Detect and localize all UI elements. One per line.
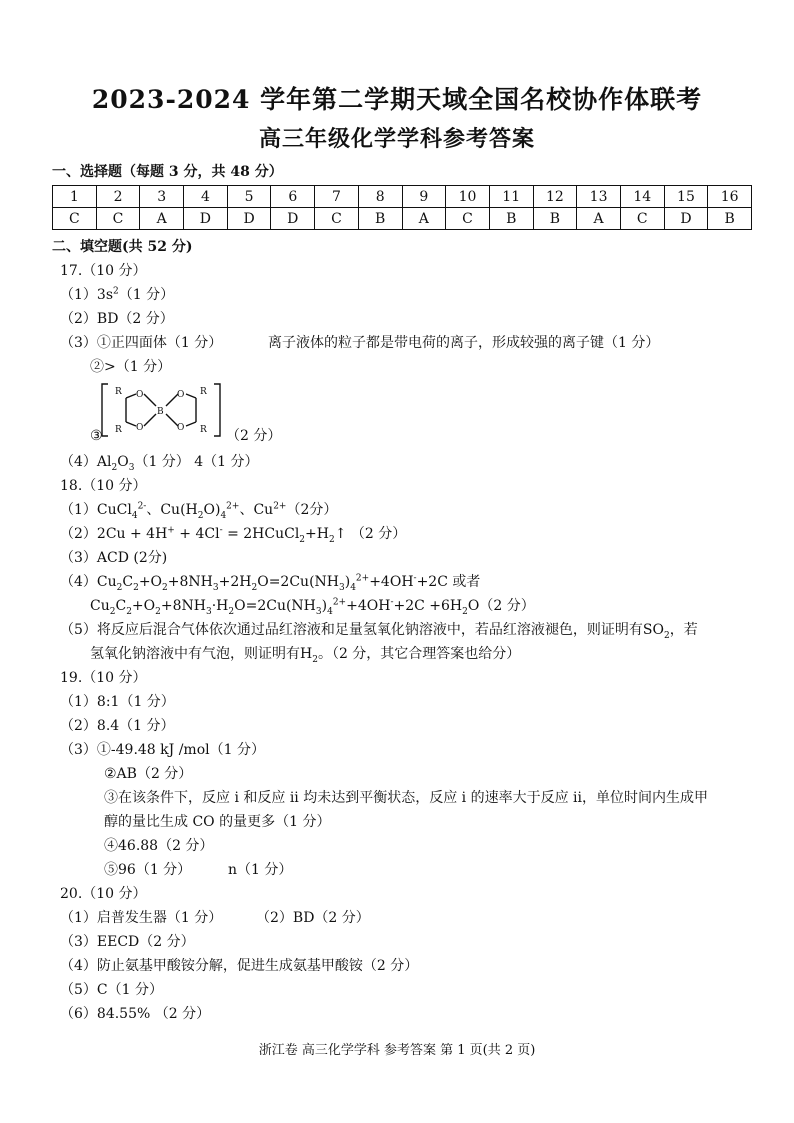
q19-part2: （2）8.4（1 分） [60,718,175,734]
answer-cell: B [533,208,577,230]
struct-label-O: O [177,423,185,433]
answer-cell: C [53,208,97,230]
q20-part5: （5）C（1 分） [60,982,163,998]
question-number-cell: 13 [577,186,621,208]
answer-number-row [53,186,752,208]
struct-label-R: R [200,387,207,397]
q18-part1: （1）CuCl$_4^{2-}$、$Cu(H_2O)_4^{2+}$、$Cu^{2+}(2$分） [60,501,338,521]
q19-part3-5: ⑤96（1 分） [104,862,192,878]
question-number-cell: 15 [664,186,708,208]
q19-part3-3-line1: ③在该条件下，反应 i 和反应 ii 均未达到平衡状态，反应 i 的速率大于反应 ii，单位时间内生成甲 [104,790,709,806]
answer-cell: B [358,208,402,230]
answer-cell: C [446,208,490,230]
document-subtitle: 高三年级化学学科参考答案 [258,126,535,152]
question-number-cell: 1 [53,186,97,208]
struct-label-O: O [136,423,144,433]
struct-label-O: O [177,390,185,400]
q17-part3-2: ②>（1 分） [90,359,172,375]
struct-label-B: B [157,407,164,417]
q20-part3: （3）EECD（2 分） [60,934,195,950]
q19-part3-2: ②AB（2 分） [104,766,193,782]
q20-part6: （6）84.55% （2 分） [60,1006,211,1022]
answer-cell: A [140,208,184,230]
q19-part1: （1）8:1（1 分） [60,694,175,710]
borate-anion-structure [96,380,226,440]
question-number-cell: 16 [708,186,752,208]
answer-cell: D [664,208,708,230]
answer-cell: D [271,208,315,230]
section1-heading: 一、选择题（每题 3 分，共 48 分） [52,164,283,180]
question-number-cell: 3 [140,186,184,208]
q17-part4: $(4)Al_2O_3(1$ 分） 4（1 分） [60,454,259,473]
q17-part3-3-score: （2 分） [226,428,282,444]
question-number-cell: 4 [184,186,228,208]
question-number-cell: 6 [271,186,315,208]
answer-cell: B [489,208,533,230]
answer-key-row [53,208,752,230]
answer-cell: D [184,208,228,230]
q20-part4: （4）防止氨基甲酸铵分解，促进生成氨基甲酸铵（2 分） [60,958,419,974]
answer-cell: C [620,208,664,230]
question-number-cell: 11 [489,186,533,208]
question-number-cell: 10 [446,186,490,208]
question-number-cell: 12 [533,186,577,208]
q18-part5-line2: 氢氧化钠溶液中有气泡，则证明有$H_2$。（2 分，其它合理答案也给分） [90,646,521,665]
q17-part2: （2）BD（2 分） [60,311,174,327]
q17-part3-1-reason: 离子液体的粒子都是带电荷的离子，形成较强的离子键（1 分） [268,335,660,351]
answer-cell: A [577,208,621,230]
q20-part1: （1）启普发生器（1 分） [60,910,223,926]
q18-heading: 18.（10 分） [60,478,147,494]
struct-label-R: R [200,425,207,435]
answer-cell: D [227,208,271,230]
struct-label-R: R [115,387,122,397]
q19-part3-5-n: n（1 分） [228,862,293,878]
answer-cell: B [708,208,752,230]
q19-heading: 19.（10 分） [60,670,147,686]
question-number-cell: 5 [227,186,271,208]
document-title: 2023-2024 学年第二学期天域全国名校协作体联考 [91,85,703,114]
q18-part4-eq2: $Cu_2C_2+O_2+8NH_3\cdot H_2O=2Cu(NH_3)_4^{2+}+4OH^-+2C +6H_2O(2$ 分） [90,597,535,617]
question-number-cell: 9 [402,186,446,208]
q17-part1: $(1)3s^2(1$ 分） [60,286,175,303]
q19-part3-1: （3）①-49.48 kJ /mol（1 分） [60,742,265,758]
q17-part3-3-label: ③ [90,428,103,444]
q18-part4-eq1: $(4)Cu_2C_2+O_2+8NH_3+2H_2O=2Cu(NH_3)_4^{2+}+4OH^-+2C$ 或者 [60,573,481,593]
struct-label-R: R [115,425,122,435]
section2-heading: 二、填空题(共 52 分) [52,239,193,255]
answer-cell: C [315,208,359,230]
struct-label-O: O [136,390,144,400]
question-number-cell: 7 [315,186,359,208]
q17-heading: 17.（10 分） [60,263,147,279]
q18-part3: （3）ACD (2分) [60,550,168,566]
page-footer: 浙江卷 高三化学学科 参考答案 第 1 页(共 2 页) [258,1043,536,1058]
q19-part3-4: ④46.88（2 分） [104,838,214,854]
q18-part2: $(2)2Cu + 4H^+ + 4Cl^- = 2HCuCl_2+H_2↑$ （2 分） [60,525,407,545]
answer-table [52,185,752,230]
q17-part3-1: （3）①正四面体（1 分） [60,335,223,351]
answer-cell: C [96,208,140,230]
q18-part5-line1: （5）将反应后混合气体依次通过品红溶液和足量氢氧化钠溶液中，若品红溶液褪色，则证明有$SO_2$，若 [60,622,698,641]
q20-heading: 20.（10 分） [60,886,147,902]
q20-part2: （2）BD（2 分） [256,910,370,926]
question-number-cell: 14 [620,186,664,208]
question-number-cell: 2 [96,186,140,208]
question-number-cell: 8 [358,186,402,208]
answer-cell: A [402,208,446,230]
q19-part3-3-line2: 醇的量比生成 CO 的量更多（1 分） [104,814,331,830]
